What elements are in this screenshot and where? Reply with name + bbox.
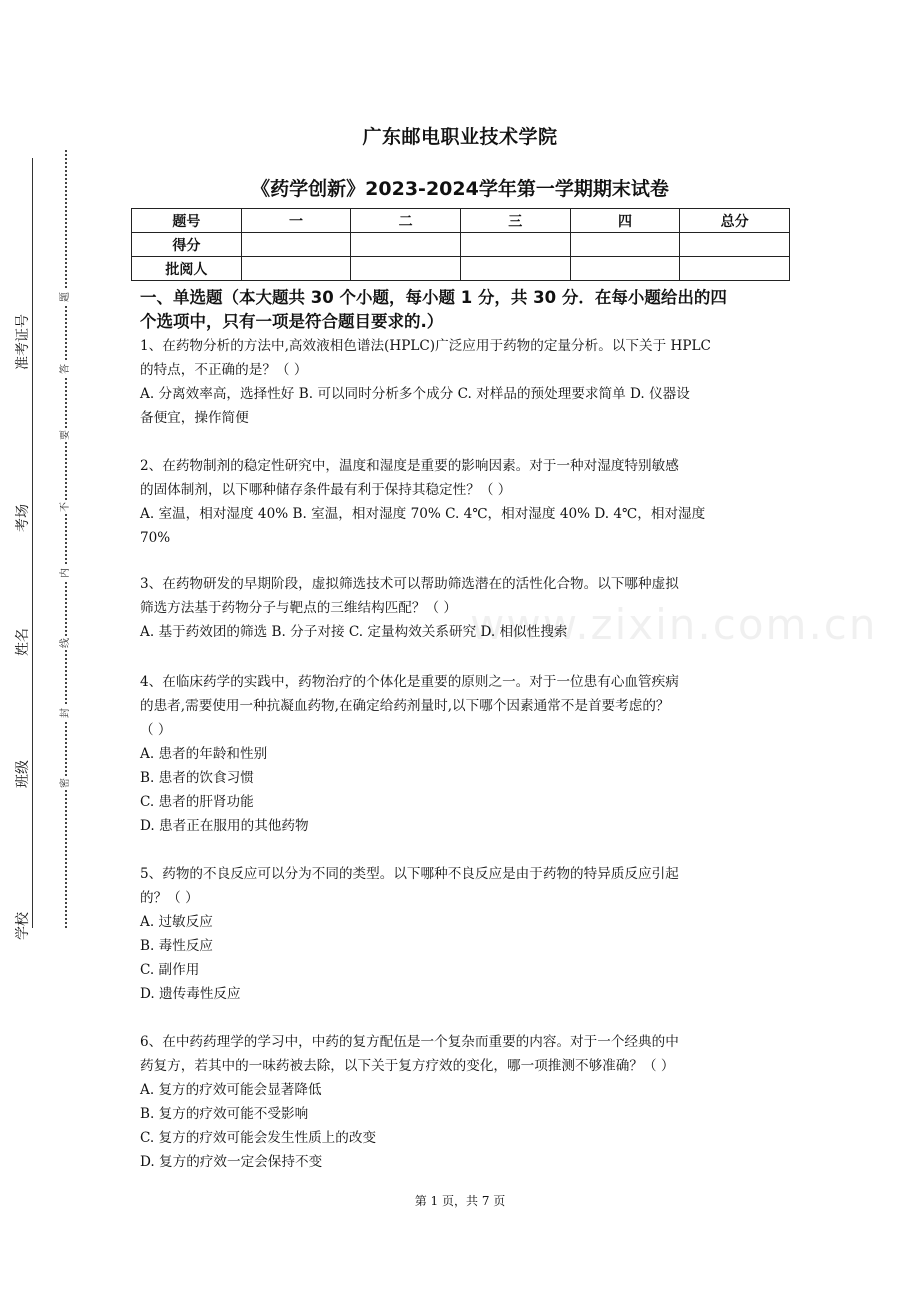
question-stem: 筛选方法基于药物分子与靶点的三维结构匹配？（ ） — [140, 600, 457, 616]
seal-char: 要 — [60, 430, 71, 440]
school-title: 广东邮电职业技术学院 — [362, 126, 558, 148]
score-cell[interactable] — [351, 233, 461, 257]
reviewer-row — [132, 257, 790, 281]
question-stem: 1、在药物分析的方法中,高效液相色谱法(HPLC)广泛应用于药物的定量分析。以下关于 HPLC — [140, 338, 711, 354]
seal-char: 题 — [60, 292, 71, 302]
question-stem: 6、在中药药理学的学习中，中药的复方配伍是一个复杂而重要的内容。对于一个经典的中 — [140, 1034, 679, 1050]
reviewer-cell[interactable] — [241, 257, 351, 281]
page-number: 第 1 页，共 7 页 — [414, 1194, 506, 1208]
score-cell[interactable] — [680, 233, 790, 257]
question-options: 备便宜，操作简便 — [140, 410, 249, 426]
binding-dotted-line — [65, 150, 67, 928]
class-label: 班级 — [15, 760, 31, 788]
school-label: 学校 — [15, 912, 31, 940]
option-b: B. 患者的饮食习惯 — [140, 770, 254, 786]
score-table-header-row — [132, 209, 790, 233]
exam-title: 《药学创新》2023-2024学年第一学期期末试卷 — [251, 178, 669, 200]
reviewer-cell[interactable] — [460, 257, 570, 281]
question-stem: 药复方，若其中的一味药被去除，以下关于复方疗效的变化，哪一项推测不够准确？（ ） — [140, 1058, 675, 1074]
question-4 — [140, 670, 790, 838]
question-stem: 的患者,需要使用一种抗凝血药物,在确定给药剂量时,以下哪个因素通常不是首要考虑的？ — [140, 698, 670, 714]
exam-room-label: 考场 — [15, 504, 31, 532]
section-heading-line: 个选项中，只有一项是符合题目要求的.） — [140, 312, 444, 331]
table-header-cell: 三 — [460, 209, 570, 233]
question-stem: 4、在临床药学的实践中，药物治疗的个体化是重要的原则之一。对于一位患有心血管疾病 — [140, 674, 679, 690]
option-a: A. 复方的疗效可能会显著降低 — [140, 1082, 322, 1098]
option-c: C. 复方的疗效可能会发生性质上的改变 — [140, 1130, 377, 1146]
table-header-cell: 总分 — [680, 209, 790, 233]
option-d: D. 遗传毒性反应 — [140, 986, 241, 1002]
question-options: A. 室温，相对湿度 40% B. 室温，相对湿度 70% C. 4℃，相对湿度 40% D. 4℃，相对湿度 — [140, 506, 706, 522]
question-stem: （ ） — [140, 722, 172, 738]
score-cell[interactable] — [241, 233, 351, 257]
score-cell[interactable] — [460, 233, 570, 257]
question-options: A. 基于药效团的筛选 B. 分子对接 C. 定量构效关系研究 D. 相似性搜索 — [140, 624, 568, 640]
binding-solid-line — [32, 158, 33, 928]
reviewer-cell[interactable] — [570, 257, 680, 281]
question-5 — [140, 862, 790, 1006]
question-stem: 5、药物的不良反应可以分为不同的类型。以下哪种不良反应是由于药物的特异质反应引起 — [140, 866, 679, 882]
row-label-score: 得分 — [132, 233, 242, 257]
score-row — [132, 233, 790, 257]
score-table — [131, 208, 790, 281]
question-stem: 的特点，不正确的是？（ ） — [140, 362, 308, 378]
reviewer-cell[interactable] — [680, 257, 790, 281]
question-options: A. 分离效率高，选择性好 B. 可以同时分析多个成分 C. 对样品的预处理要求简单 D. 仪器设 — [140, 386, 690, 402]
row-label-reviewer: 批阅人 — [132, 257, 242, 281]
option-d: D. 复方的疗效一定会保持不变 — [140, 1154, 323, 1170]
option-c: C. 副作用 — [140, 962, 200, 978]
question-stem: 2、在药物制剂的稳定性研究中，温度和湿度是重要的影响因素。对于一种对湿度特别敏感 — [140, 458, 679, 474]
table-header-cell: 题号 — [132, 209, 242, 233]
exam-number-label: 准考证号 — [15, 314, 31, 370]
question-stem: 的？（ ） — [140, 890, 199, 906]
score-cell[interactable] — [570, 233, 680, 257]
seal-char: 密 — [60, 778, 71, 788]
section-heading — [140, 286, 790, 334]
watermark: www.zixin.com.cn — [470, 600, 878, 649]
option-b: B. 复方的疗效可能不受影响 — [140, 1106, 309, 1122]
seal-char: 线 — [60, 638, 71, 648]
question-stem: 的固体制剂，以下哪种储存条件最有利于保持其稳定性？（ ） — [140, 482, 512, 498]
name-label: 姓名 — [15, 628, 31, 656]
option-a: A. 患者的年龄和性别 — [140, 746, 268, 762]
table-header-cell: 二 — [351, 209, 461, 233]
table-header-cell: 一 — [241, 209, 351, 233]
option-c: C. 患者的肝肾功能 — [140, 794, 254, 810]
seal-char: 封 — [60, 708, 71, 718]
option-d: D. 患者正在服用的其他药物 — [140, 818, 309, 834]
seal-char: 内 — [60, 568, 71, 578]
option-a: A. 过敏反应 — [140, 914, 213, 930]
section-heading-line: 一、单选题（本大题共 30 个小题，每小题 1 分，共 30 分．在每小题给出的四 — [140, 288, 727, 307]
table-header-cell: 四 — [570, 209, 680, 233]
question-6 — [140, 1030, 790, 1174]
seal-char: 不 — [60, 502, 71, 512]
reviewer-cell[interactable] — [351, 257, 461, 281]
question-options: 70% — [140, 530, 171, 546]
seal-char: 答 — [60, 364, 71, 374]
question-2 — [140, 454, 790, 550]
option-b: B. 毒性反应 — [140, 938, 214, 954]
question-stem: 3、在药物研发的早期阶段，虚拟筛选技术可以帮助筛选潜在的活性化合物。以下哪种虚拟 — [140, 576, 679, 592]
question-1 — [140, 334, 790, 430]
